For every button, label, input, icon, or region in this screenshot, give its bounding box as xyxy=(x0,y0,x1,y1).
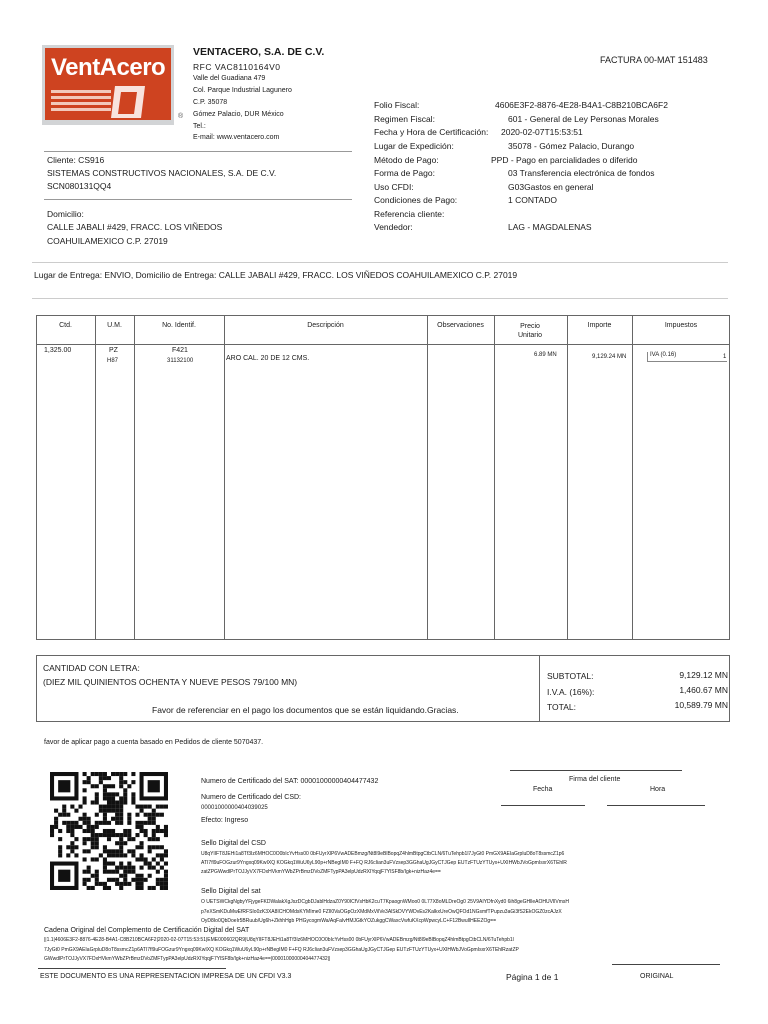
iva-label: I.V.A. (16%): xyxy=(547,687,595,697)
registered-icon: ® xyxy=(178,113,184,120)
qr-code xyxy=(50,772,168,890)
issuer-rfc: RFC VAC8110164V0 xyxy=(193,62,281,72)
fiscal-label: Lugar de Expedición: xyxy=(374,141,454,151)
row-ident-code: 31132100 xyxy=(167,358,194,364)
csd-label: Numero de Certificado del CSD: xyxy=(201,794,301,801)
cadena-line: GWwdlPrTOJJyVX7FDxHVkmYWbZPrBmzDVoZMFTypPA3elpUdzRXIYqqjF7YlSF8b/Igk+nizHaz4e==|00001000000404477432|| xyxy=(44,956,331,962)
column-header: Ctd. xyxy=(59,322,72,329)
qr-code-icon xyxy=(50,772,168,890)
subtotal-label: SUBTOTAL: xyxy=(547,671,594,681)
date-label: Fecha xyxy=(533,786,553,793)
row-tax-end: 1 xyxy=(723,354,727,360)
fiscal-label: Regimen Fiscal: xyxy=(374,114,435,124)
fiscal-value: 4606E3F2-8876-4E28-B4A1-C8B210BCA6F2 xyxy=(495,100,668,110)
issuer-email: E-mail: www.ventacero.com xyxy=(193,134,280,141)
client-rfc: SCN080131QQ4 xyxy=(47,181,112,191)
issuer-tel: Tel.: xyxy=(193,123,206,130)
divider xyxy=(32,262,728,263)
fiscal-label: Método de Pago: xyxy=(374,155,439,165)
column-divider xyxy=(567,315,568,640)
signature-label: Firma del cliente xyxy=(569,776,621,783)
cadena-line: ||1.1|4606E3F2-8876-4E28-B4A1-C8B210BCA6F2|2020-02-07T15:53:51|EME000602QR9|U8qYlIFT8JEHi1a8Tf3Iz6MHOC0O0bIcYvHss00 0bFUyrXlP6VwADEBmzg/Nt8l9eBlBopqZ4hlmBtpgCtbCLN/6TuTehpb1l xyxy=(44,937,514,943)
row-ident: F421 xyxy=(172,347,188,354)
sat-certificate: Numero de Certificado del SAT: 00001000000404477432 xyxy=(201,778,379,785)
column-header: Descripción xyxy=(307,322,344,329)
sello-sat-line: p7eXSmKDuMwEfRFSIo0zK3XA8ICHOMdsKYMIme0 FZIl0VaOGpOzXMdMxVilVe3AlSkDVYWDvEs2KalkxUreOwQFOd1NGsmfTPupzu3aGi3fS2EkOGZ0zcAJzX xyxy=(201,909,562,915)
sello-sat-label: Sello Digital del sat xyxy=(201,888,261,895)
row-price: 6.89 MN xyxy=(534,352,557,358)
row-um: PZ xyxy=(109,347,118,354)
issuer-address-1: Valle del Guadiana 479 xyxy=(193,75,266,82)
logo-text: VentAcero xyxy=(51,54,166,81)
divider xyxy=(44,199,352,200)
company-logo xyxy=(42,45,174,125)
fiscal-value: 1 CONTADO xyxy=(508,195,557,205)
fiscal-label: Condiciones de Pago: xyxy=(374,195,458,205)
page-number: Página 1 de 1 xyxy=(506,972,559,982)
iva-value: 1,460.67 MN xyxy=(679,685,728,695)
table-header-divider xyxy=(36,344,730,345)
total-value: 10,589.79 MN xyxy=(674,700,728,710)
fiscal-label: Vendedor: xyxy=(374,222,413,232)
issuer-address-3: C.P. 35078 xyxy=(193,99,228,106)
fiscal-value: 601 - General de Ley Personas Morales xyxy=(508,114,659,124)
total-label: TOTAL: xyxy=(547,702,576,712)
column-header: Impuestos xyxy=(664,322,698,329)
column-header: Importe xyxy=(587,322,612,329)
column-divider xyxy=(494,315,495,640)
fiscal-value: 2020-02-07T15:53:51 xyxy=(501,127,583,137)
invoice-title: FACTURA 00-MAT 151483 xyxy=(600,55,708,65)
amount-words-label: CANTIDAD CON LETRA: xyxy=(43,663,140,673)
date-line xyxy=(501,805,585,806)
column-header: No. Identif. xyxy=(162,322,196,329)
sello-sat-line: O UETSWCkgNgbyYFjygeFKDWalakXgJszDCgbDJablHdzaZ0Y90ICfVsHbK2cuT7KpaognWMoo0 0L77X8oMLDreOg0 25V9AIYDfnXyd0 6ih8geGHlleAOHUVIlVmsH xyxy=(201,899,570,905)
delivery-info: Lugar de Entrega: ENVIO, Domicilio de Entrega: CALLE JABALI #429, FRACC. LOS VIÑEDOS COAHUILAMEXICO C.P. 27019 xyxy=(34,270,518,280)
sello-csd-line: ATI7fl9uFOGzur9Yngxq09KwIXQ KOGkq1WuU6yL90p+rNBegIM0 F+FQ RJ6cIian3uFVzsep3GGhaUgJGyCTJGep EUTzFTUzYTUyx+UXIHWbJVoGpmIsxrX6TEhlR xyxy=(201,860,567,866)
column-header: U.M. xyxy=(107,322,122,329)
fiscal-value: G03Gastos en general xyxy=(508,182,594,192)
row-importe: 9,129.24 MN xyxy=(592,354,627,360)
client-address-1: CALLE JABALI #429, FRACC. LOS VIÑEDOS xyxy=(47,222,223,232)
cadena-label: Cadena Original del Complemento de Certificación Digital del SAT xyxy=(44,927,250,934)
fiscal-value: 03 Transferencia electrónica de fondos xyxy=(508,168,655,178)
column-divider xyxy=(134,315,135,640)
subtotal-value: 9,129.12 MN xyxy=(679,670,728,680)
efecto: Efecto: Ingreso xyxy=(201,817,249,824)
original-label: ORIGINAL xyxy=(640,973,674,980)
column-divider xyxy=(632,315,633,640)
issuer-address-2: Col. Parque Industrial Lagunero xyxy=(193,87,292,94)
footer-line xyxy=(612,964,720,965)
footer-line xyxy=(38,968,226,969)
csd-number: 00001000000404039025 xyxy=(201,805,268,811)
time-label: Hora xyxy=(650,786,666,793)
payment-note: favor de aplicar pago a cuenta basado en Pedidos de cliente 5070437. xyxy=(44,739,264,746)
row-tax: IVA (0.16) xyxy=(650,352,677,358)
domicilio-label: Domicilio: xyxy=(47,209,84,219)
sello-csd-label: Sello Digital del CSD xyxy=(201,840,266,847)
column-header: Observaciones xyxy=(437,322,484,329)
signature-line xyxy=(510,770,682,771)
totals-divider xyxy=(539,655,540,722)
column-divider xyxy=(224,315,225,640)
client-id: Cliente: CS916 xyxy=(47,155,105,165)
sello-csd-line: U8qYlIFT8JEHi1a8Tf3Iz6MHOC0O0bIcYvHss00 0bFUyrXlP6VwADEBmzg/Nt8l9eBlBopqZ4hlmBtpgCtbCLN/6TuTehpb1l7JyGt0 PmGX9AEIaGrpluD8oT8ssmcZ1p6 xyxy=(201,851,565,857)
divider xyxy=(32,298,728,299)
row-qty: 1,325.00 xyxy=(44,347,72,354)
divider xyxy=(44,151,352,152)
amount-words: (DIEZ MIL QUINIENTOS OCHENTA Y NUEVE PESOS 79/100 MN) xyxy=(43,677,298,687)
column-divider xyxy=(427,315,428,640)
client-address-2: COAHUILAMEXICO C.P. 27019 xyxy=(47,236,168,246)
issuer-name: VENTACERO, S.A. DE C.V. xyxy=(193,46,325,58)
fiscal-label: Forma de Pago: xyxy=(374,168,435,178)
row-um-code: H87 xyxy=(107,358,119,364)
items-table xyxy=(36,315,730,640)
client-name: SISTEMAS CONSTRUCTIVOS NACIONALES, S.A. DE C.V. xyxy=(47,168,277,178)
sello-csd-line: zatZPGWwdlPrTOJJyVX7FDxHVkmYWbZPrBmzDVoZMFTypPA3elpUdzRXIYqqjF7YlSF8b/Igk+nizHaz4e== xyxy=(201,869,441,875)
column-divider xyxy=(95,315,96,640)
fiscal-label: Folio Fiscal: xyxy=(374,100,420,110)
fiscal-label: Referencia cliente: xyxy=(374,209,445,219)
fiscal-label: Uso CFDI: xyxy=(374,182,414,192)
issuer-address-4: Gómez Palacio, DUR México xyxy=(193,111,284,118)
fiscal-label: Fecha y Hora de Certificación: xyxy=(374,127,489,137)
fiscal-value: LAG - MAGDALENAS xyxy=(508,222,592,232)
row-description: ARO CAL. 20 DE 12 CMS. xyxy=(226,355,310,362)
footer-disclaimer: ESTE DOCUMENTO ES UNA REPRESENTACION IMPRESA DE UN CFDI V3.3 xyxy=(40,973,292,980)
column-header: Precio Unitario xyxy=(517,323,543,339)
fiscal-value: PPD - Pago en parcialidades o diferido xyxy=(491,155,638,165)
sello-sat-line: OyD8Io0QbDoeIr5BRuub/Ug6h+ZkhhHgb PHGycogmWa/AqFaIvHMJGtkYOZukggCWaxcVwfuKXcpWpwcyLC+F12BwuIlHEEZOg== xyxy=(201,918,497,924)
payment-reference-note: Favor de referenciar en el pago los documentos que se están liquidando.Gracias. xyxy=(152,705,459,715)
time-line xyxy=(607,805,705,806)
logo-stripes-icon xyxy=(45,48,171,120)
cadena-line: 7JyGt0 PmGX9AEIaGrpluD8oT8ssmcZ1p6ATI7fl9uFOGzur9Yngxq09KwIXQ KOGkq1WuU6yL90p+rNBegIM0 F+FQ RJ6cIian3uFVzsep3GGhaUgJGyCTJGep EUTzFTUzYTUyx+UXIHWbJVoGpmIsxrX6TEhlRzatZP xyxy=(44,947,519,953)
fiscal-value: 35078 - Gómez Palacio, Durango xyxy=(508,141,635,151)
